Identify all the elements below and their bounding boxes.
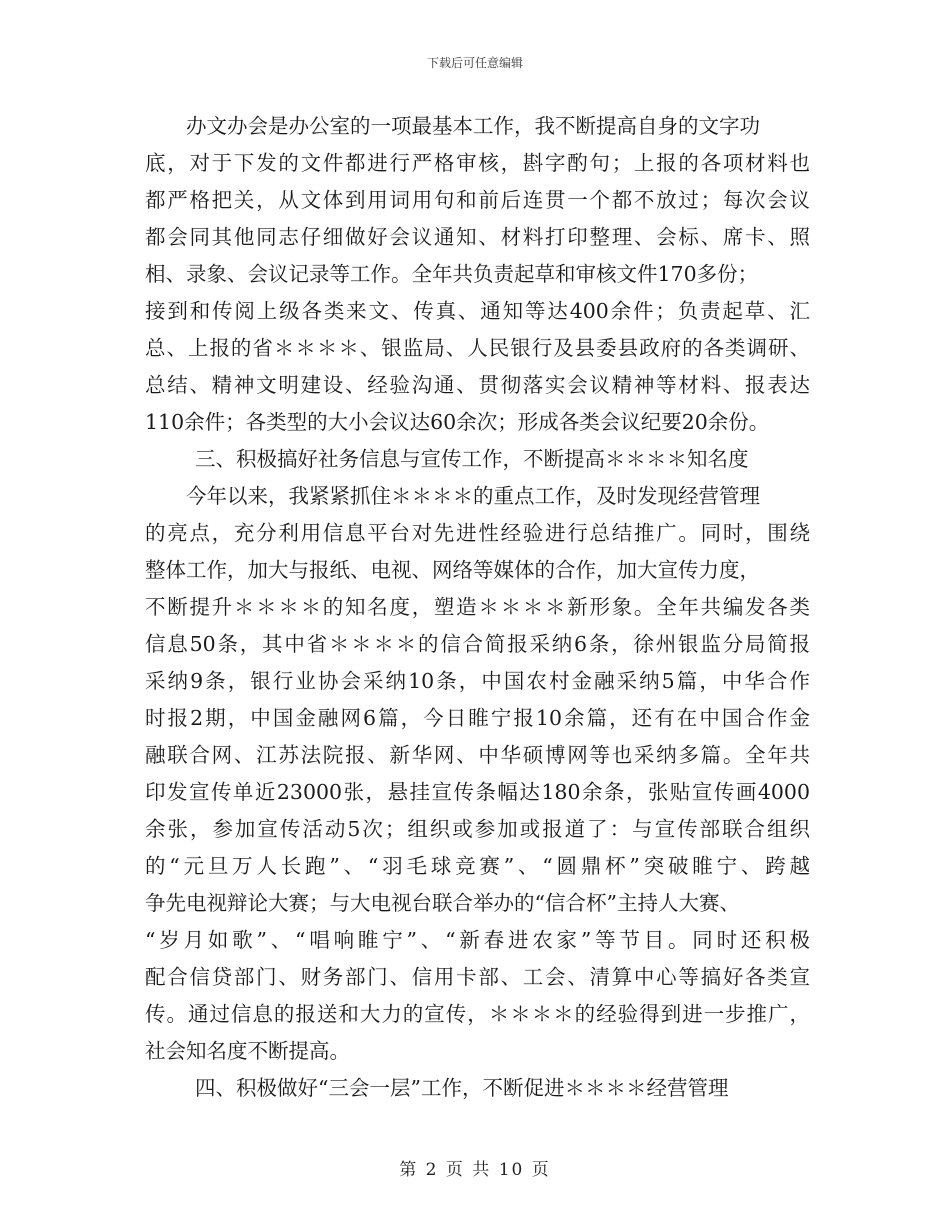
text-line-24: 配合信贷部门、财务部门、信用卡部、工会、清算中心等搞好各类宣	[145, 965, 810, 989]
footer-page-number: 2	[425, 1160, 439, 1180]
text-line-9: 110余件；各类型的大小会议达60余次；形成各类会议纪要20余份。	[145, 410, 770, 434]
text-line-17: 时报2期，中国金融网6篇，今日睢宁报10余篇，还有在中国合作金	[145, 706, 810, 730]
body-text	[145, 108, 810, 1107]
text-line-22: 争先电视辩论大赛；与大电视台联合举办的“信合杯”主持人大赛、	[145, 891, 740, 915]
footer-mid: 页 共	[445, 1160, 492, 1180]
text-line-18: 融联合网、江苏法院报、新华网、中华硕博网等也采纳多篇。全年共	[145, 743, 810, 767]
text-line-5: 相、录象、会议记录等工作。全年共负责起草和审核文件170多份；	[145, 262, 759, 286]
text-line-2: 底，对于下发的文件都进行严格审核，斟字酌句；上报的各项材料也	[145, 151, 810, 175]
text-line-20: 余张，参加宣传活动5次；组织或参加或报道了：与宣传部联合组织	[145, 817, 810, 841]
text-line-19: 印发宣传单近23000张，悬挂宣传条幅达180余条，张贴宣传画4000	[145, 780, 810, 804]
text-line-3: 都严格把关，从文体到用词用句和前后连贯一个都不放过；每次会议	[145, 188, 810, 212]
section-heading-4: 四、积极做好“三会一层”工作，不断促进＊＊＊＊经营管理	[195, 1076, 729, 1100]
text-line-23: “岁月如歌”、“唱响睢宁”、“新春进农家”等节目。同时还积极	[145, 928, 810, 952]
text-line-4: 都会同其他同志仔细做好会议通知、材料打印整理、会标、席卡、照	[145, 225, 810, 249]
text-line-26: 社会知名度不断提高。	[145, 1039, 350, 1063]
text-line-12: 的亮点，充分利用信息平台对先进性经验进行总结推广。同时，围绕	[145, 521, 810, 545]
text-line-21: 的“元旦万人长跑”、“羽毛球竞赛”、“圆鼎杯”突破睢宁、跨越	[145, 854, 810, 878]
footer-suffix: 页	[531, 1160, 551, 1180]
text-line-15: 信息50条，其中省＊＊＊＊的信合简报采纳6条，徐州银监分局简报	[145, 632, 810, 656]
text-line-25: 传。通过信息的报送和大力的宣传，＊＊＊＊的经验得到进一步推广，	[145, 1002, 810, 1026]
text-line-1: 办文办会是办公室的一项最基本工作，我不断提高自身的文字功	[186, 114, 760, 138]
page-footer	[0, 1155, 950, 1180]
footer-total-pages: 10	[498, 1160, 525, 1180]
text-line-11: 今年以来，我紧紧抓住＊＊＊＊的重点工作，及时发现经营管理	[186, 484, 760, 508]
text-line-7: 总、上报的省＊＊＊＊、银监局、人民银行及县委县政府的各类调研、	[145, 336, 810, 360]
text-line-14: 不断提升＊＊＊＊的知名度，塑造＊＊＊＊新形象。全年共编发各类	[145, 595, 810, 619]
page-header-note: 下载后可任意编辑	[426, 56, 523, 70]
section-heading-3: 三、积极搞好社务信息与宣传工作，不断提高＊＊＊＊知名度	[195, 447, 749, 471]
text-line-13: 整体工作，加大与报纸、电视、网络等媒体的合作，加大宣传力度，	[145, 558, 760, 582]
text-line-8: 总结、精神文明建设、经验沟通、贯彻落实会议精神等材料、报表达	[145, 373, 810, 397]
footer-prefix: 第	[399, 1160, 419, 1180]
text-line-6: 接到和传阅上级各类来文、传真、通知等达400余件；负责起草、汇	[145, 299, 810, 323]
text-line-16: 采纳9条，银行业协会采纳10条，中国农村金融采纳5篇，中华合作	[145, 669, 810, 693]
